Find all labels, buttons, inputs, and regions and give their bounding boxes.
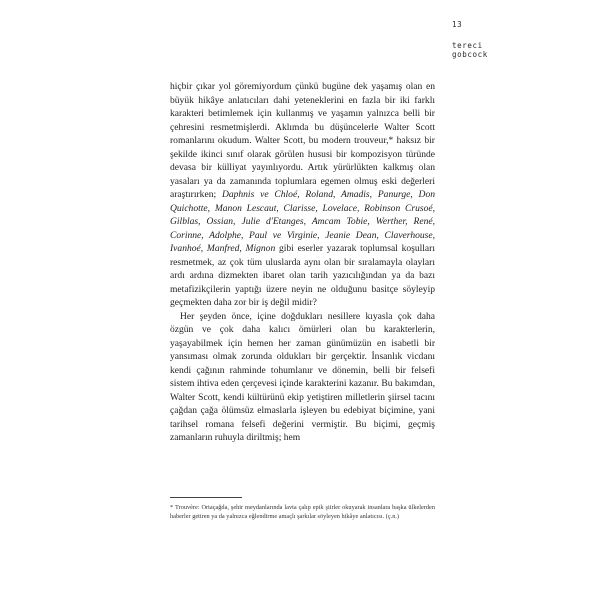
page-number: 13 — [452, 20, 463, 29]
footnote-text: * Trouvère: Ortaçağda, şehir meydanlarında lavta çalıp epik şiirler okuyarak insanlara başka ülkelerden haberler getiren ya da yalnızca eğlendirme amaçlı şarkılar söyleyen hikâye anlatıcısı. (ç.n.) — [170, 504, 435, 521]
footnote-rule — [170, 497, 242, 498]
running-head — [452, 20, 532, 60]
running-head-line-2: gobcock — [452, 50, 488, 59]
footnote — [170, 503, 435, 521]
paragraph-1-character-names: Daphnis ve Chloé, Roland, Amadis, Panurge, Don Quichotte, Manon Lescaut, Clarisse, Lovelace, Robinson Crusoé, Gilblas, Ossian, Julie d'Etanges, Amcam Tobie, Werther, René, Corinne, Adolphe, Paul ve Virginie, Jeanie Dean, Claverhouse, Ivanhoé, Manfred, Mignon — [170, 189, 435, 254]
paragraph-2: Her şeyden önce, içine doğdukları nesillere kıyasla çok daha özgün ve çok daha kalıcı ömürleri olan bu karakterlerin, yaşayabilmek için hemen her zaman günümüzün en isabetli bir yansıması olmak zorunda oldukları bir gerçektir. İnsanlık vicdanı kendi çağının rahminde tohumlanır ve dönemin, belli bir felsefi sistem ihtiva eden çerçevesi içinde karakterini kazanır. Bu bakımdan, Walter Scott, kendi kültürünü ekip yetiştiren milletlerin şiirsel tacını çağdan çağa ölümsüz elmaslarla işleyen bu edebiyat biçimine, yani tarihsel romana felsefi değerini vermiştir. Bu biçimi, geçmiş zamanların ruhuyla diriltmiş; hem — [170, 310, 435, 443]
paragraph-1 — [170, 80, 435, 310]
running-head-line-1: tereci — [452, 40, 483, 50]
body-text — [170, 80, 435, 445]
paragraph-1-text-b: gibi eserler yazarak toplumsal koşulları resmetmek, az çok tüm uluslarda aynı olan bir sıralamayla olayları ardı ardına dizmekten ibaret olan tarih yazıcılığından ya da bazı metafizikçilerin yaptığı üzere neyin ne olduğunu basitçe söyleyip geçmekten daha zor bir iş değil midir? — [170, 243, 435, 308]
paragraph-1-text-a: hiçbir çıkar yol göremiyordum çünkü bugüne dek yaşamış olan en büyük hikâye anlatıcıları dahi yeteneklerini en fazla bir iki farklı karakteri betimlemek için kullanmış ve yaşamın yalnızca belli bir çehresini resmetmişlerdi. Aklımda bu düşüncelerle Walter Scott romanlarını okudum. Walter Scott, bu modern trouveur,* haksız bir şekilde ikinci sınıf olarak görülen hususi bir kompozisyon türünde devasa bir külliyat yayınlıyordu. Artık yürürlükten kalkmış olan yasaları ya da zamanında toplumlara egemen olmuş eski değerleri araştırırken; — [170, 81, 435, 200]
